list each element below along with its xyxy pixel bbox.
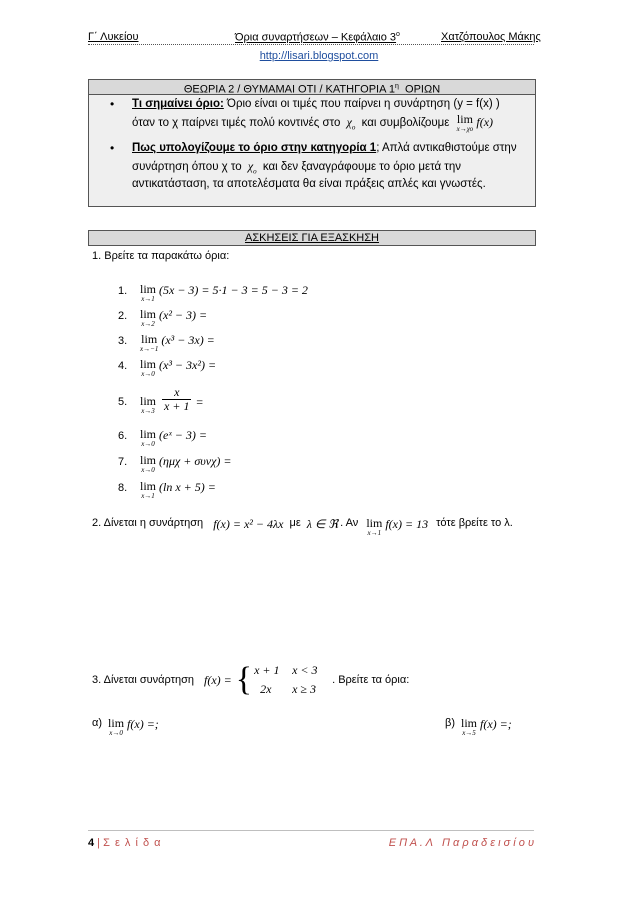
exercise-3: 3. Δίνεται συνάρτηση f(x) = { x + 1 x < 3 2x x ≥ 3 . Βρείτε τα όρια: — [92, 661, 410, 698]
exercise-item-7: 7. lim x→0 (ημχ + συνχ) = — [118, 453, 232, 474]
exercise-item-1: 1. lim x→1 (5x − 3) = 5·1 − 3 = 5 − 3 = 2 — [118, 282, 308, 303]
exercise-3-beta: β) lim x→5 f(x) =; — [445, 716, 512, 737]
bullet-icon: • — [110, 97, 115, 111]
bullet-icon: • — [110, 141, 115, 155]
exercise-item-5: 5. lim x→3 $\frac{x}{x + 1}$ = — [118, 385, 204, 415]
exercise-item-3: 3. lim x→−1 (x³ − 3x) = — [118, 332, 215, 353]
theory-title: ΘΕΩΡΙΑ 2 / ΘΥΜΑΜΑΙ ΟΤΙ / ΚΑΤΗΓΟΡΙΑ $1^\eta$ ΟΡΙΩΝ — [89, 80, 535, 95]
footer-rule — [88, 830, 534, 831]
theory-bullet-1-line-1: Τι σημαίνει όριο: Όριο είναι οι τιμές που παίρνει η συνάρτηση (y = f(x) ) — [132, 98, 500, 110]
header-url[interactable]: http://lisari.blogspot.com — [259, 50, 379, 62]
brace-icon: { — [235, 661, 253, 698]
exercise-item-4: 4. lim x→0 (x³ − 3x²) = — [118, 357, 217, 378]
exercise-item-2: 2. lim x→2 (x² − 3) = — [118, 307, 208, 328]
header-left: Γ΄ Λυκείου — [88, 31, 139, 43]
exercise-3-alpha: α) lim x→0 f(x) =; — [92, 716, 159, 737]
exercise-item-8: 8. lim x→1 (ln x + 5) = — [118, 479, 216, 500]
theory-bullet-1-line-2: όταν το χ παίρνει τιμές πολύ κοντινές στο $\chi_o$ και συμβολίζουμε lim x→χο f(x) — [132, 112, 494, 133]
theory-bullet-2-line-1: Πως υπολογίζουμε το όριο στην κατηγορία 1; Απλά αντικαθιστούμε στην — [132, 142, 517, 154]
header-center: Όρια συναρτήσεων – Κεφάλαιο $3^o$ — [235, 31, 400, 44]
footer-page: 4 | Σ ε λ ί δ α — [88, 837, 162, 849]
exercise-1-intro: 1. Βρείτε τα παρακάτω όρια: — [92, 250, 230, 262]
header-rule — [88, 44, 534, 45]
theory-bullet-2-line-2: συνάρτηση όπου χ το $\chi_o$ και δεν ξαναγράφουμε το όριο μετά την — [132, 159, 461, 176]
exercise-2: 2. Δίνεται η συνάρτηση f(x) = x² − 4λx με λ ∈ ℜ . Αν lim x→1 f(x) = 13 τότε βρείτε το λ. — [92, 516, 513, 537]
footer-right: Ε Π Α . Λ Π α ρ α δ ε ι σ ί ο υ — [388, 837, 534, 849]
exercises-title: ΑΣΚΗΣΕΙΣ ΓΙΑ ΕΞΑΣΚΗΣΗ — [88, 230, 536, 246]
header-right: Χατζόπουλος Μάκης — [441, 31, 541, 43]
exercise-item-6: 6. lim x→0 (eˣ − 3) = — [118, 427, 207, 448]
theory-bullet-2-line-3: αντικατάσταση, τα αποτελέσματα θα είναι πράξεις απλές και γνωστές. — [132, 178, 486, 190]
